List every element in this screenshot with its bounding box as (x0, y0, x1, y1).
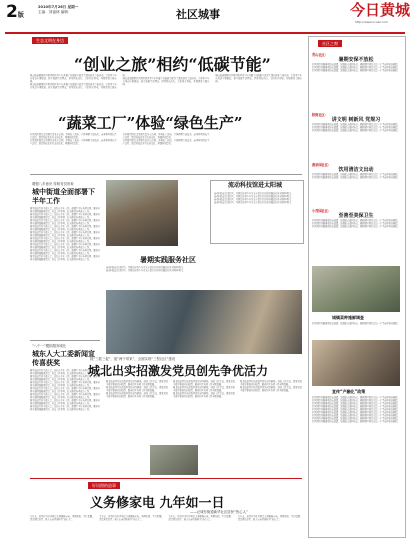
bottom-rule (30, 478, 302, 479)
sidebar-item-4 (312, 208, 400, 253)
summer-practice-caption: 暑期实践服务社区 (140, 255, 196, 264)
science-museum-photo (106, 290, 302, 354)
sidebar-item-title: 讲文明 树新风 党规习 (331, 117, 381, 123)
bottom-story-kicker: ——记城东街道新华社区居民“热心人” (190, 510, 248, 514)
science-museum-headline: 流动科技馆进太阳城 (228, 182, 283, 189)
bottom-story-body: 九年来，他坚持为社区居民义务维修家电，风雨无阻，不计报酬，深受居民好评，被大家亲切地称为“热心人”。 九年来，他坚持为社区居民义务维修家电，风雨无阻，不计报酬，深受居民好评，被大家亲切地称为“热心人”。 九年来，他坚持为社区居民义务维修家电，风雨无阻，不计报酬，深受居民好评，被大家亲切地称为“热心人”。 九年来，他坚持为社区居民义务维修家电，风雨无阻，不计报酬，深受居民好评，被大家亲切地称为“热心人”。 (30, 515, 302, 521)
left-story1-headline: 城中街道全面部署下半年工作 (32, 187, 95, 205)
sidebar-item-community: 小茂园社区： (312, 209, 332, 213)
sidebar-photo-1-body: 社区组织开展暑期治安巡逻，加强重点部位防范，确保辖区居民度过一个平安祥和的暑假。 (312, 322, 400, 325)
section-title: 社区城事 (176, 8, 220, 21)
header-rule (5, 32, 405, 34)
science-museum-body: 流动科技馆走进社区，为居民和青少年带来丰富多彩的科普展品和互动体验项目。 流动科技馆走进社区，为居民和青少年带来丰富多彩的科普展品和互动体验项目。 流动科技馆走进社区，为居民和青少年带来丰富多彩的科普展品和互动体验项目。 流动科技馆走进社区，为居民和青少年带来丰富多彩的科普展品和互动体验项目。 (214, 192, 293, 204)
left-story1-body: 城中街道召开干部大会，总结上半年工作，部署下半年各项任务，要求全体干部增强服务意识，转变工作作风，扎实推进各项重点工作。 城中街道召开干部大会，总结上半年工作，部署下半年各项任务，要求全体干部增强服务意识，转变工作作风，扎实推进各项重点工作。 城中街道召开干部大会，总结上半年工作，部署下半年各项任务，要求全体干部增强服务意识，转变工作作风，扎实推进各项重点工作。 城中街道召开干部大会，总结上半年工作，部署下半年各项任务，要求全体干部增强服务意识，转变工作作风，扎实推进各项重点工作。 城中街道召开干部大会，总结上半年工作，部署下半年各项任务，要求全体干部增强服务意识，转变工作作风，扎实推进各项重点工作。 城中街道召开干部大会，总结上半年工作，部署下半年各项任务，要求全体干部增强服务意识，转变工作作风，扎实推进各项重点工作。 城中街道召开干部大会，总结上半年工作，部署下半年各项任务，要求全体干部增强服务意识，转变工作作风，扎实推进各项重点工作。 城中街道召开干部大会，总结上半年工作，部署下半年各项任务，要求全体干部增强服务意识，转变工作作风，扎实推进各项重点工作。 城中街道召开干部大会，总结上半年工作，部署下半年各项任务，要求全体干部增强服务意识，转变工作作风，扎实推进各项重点工作。 (30, 207, 100, 261)
sidebar-header: 社区之窗 (318, 40, 342, 47)
sidebar-item-body: 社区组织开展暑期治安巡逻，加强重点部位防范，确保辖区居民度过一个平安祥和的暑假。 社区组织开展暑期治安巡逻，加强重点部位防范，确保辖区居民度过一个平安祥和的暑假。 (312, 173, 400, 179)
sidebar-item-body: 社区组织开展暑期治安巡逻，加强重点部位防范，确保辖区居民度过一个平安祥和的暑假。 社区组织开展暑期治安巡逻，加强重点部位防范，确保辖区居民度过一个平安祥和的暑假。 社区组织开展暑期治安巡逻，加强重点部位防范，确保辖区居民度过一个平安祥和的暑假。 (312, 63, 400, 72)
left-divider (30, 340, 100, 341)
sidebar-item-body: 社区组织开展暑期治安巡逻，加强重点部位防范，确保辖区居民度过一个平安祥和的暑假。 社区组织开展暑期治安巡逻，加强重点部位防范，确保辖区居民度过一个平安祥和的暑假。 社区组织开展暑期治安巡逻，加强重点部位防范，确保辖区居民度过一个平安祥和的暑假。 (312, 123, 400, 132)
sidebar-item-community: 燕亲园社区： (312, 163, 332, 167)
newspaper-logo: 今日黄城 (350, 1, 410, 19)
summer-practice-photo (106, 180, 178, 246)
top-section-divider (30, 174, 302, 175)
center-story-kicker: 抓“三抓三促”，促“两个带来”，全面实现“三型社区”建设 (90, 357, 176, 361)
top-story-body: 城南街道健康社区组织辖区青少年开展了以低碳节能为主题的创业之旅活动，引导青少年从身边小事做起，树立低碳生活理念，倡导绿色出行，节约用水用电，共同建设美丽家园。 城南街道健康社区组织辖区青少年开展了以低碳节能为主题的创业之旅活动，引导青少年从身边小事做起，树立低碳生活理念，倡导绿色出行，节约用水用电，共同建设美丽家园。 城南街道健康社区组织辖区青少年开展了以低碳节能为主题的创业之旅活动，引导青少年从身边小事做起，树立低碳生活理念，倡导绿色出行，节约用水用电，共同建设美丽家园。 城南街道健康社区组织辖区青少年开展了以低碳节能为主题的创业之旅活动，引导青少年从身边小事做起，树立低碳生活理念，倡导绿色出行，节约用水用电，共同建设美丽家园。 (30, 74, 302, 89)
center-photo-small (150, 445, 198, 475)
bottom-story-headline: 义务修家电 九年如一日 (90, 496, 225, 511)
top-story-tag: 生态文明在身边 (32, 37, 68, 44)
sidebar-item-title: 暑期安保不放松 (338, 57, 374, 63)
second-story-headline: “蔬菜工厂”体验“绿色生产” (58, 114, 243, 132)
sidebar-item-2 (312, 112, 400, 157)
second-story-body: 社区组织居民走进现代农业示范园，参观无土栽培、立体种植等新技术，亲身体验绿色生产过程，感受科技农业带来的变化，增强环保意识。 社区组织居民走进现代农业示范园，参观无土栽培、立体种植等新技术，亲身体验绿色生产过程，感受科技农业带来的变化，增强环保意识。 社区组织居民走进现代农业示范园，参观无土栽培、立体种植等新技术，亲身体验绿色生产过程，感受科技农业带来的变化，增强环保意识。 社区组织居民走进现代农业示范园，参观无土栽培、立体种植等新技术，亲身体验绿色生产过程，感受科技农业带来的变化，增强环保意识。 (30, 133, 210, 145)
left-story2-body: 城中街道召开干部大会，总结上半年工作，部署下半年各项任务，要求全体干部增强服务意识，转变工作作风，扎实推进各项重点工作。 城中街道召开干部大会，总结上半年工作，部署下半年各项任务，要求全体干部增强服务意识，转变工作作风，扎实推进各项重点工作。 城中街道召开干部大会，总结上半年工作，部署下半年各项任务，要求全体干部增强服务意识，转变工作作风，扎实推进各项重点工作。 城中街道召开干部大会，总结上半年工作，部署下半年各项任务，要求全体干部增强服务意识，转变工作作风，扎实推进各项重点工作。 城中街道召开干部大会，总结上半年工作，部署下半年各项任务，要求全体干部增强服务意识，转变工作作风，扎实推进各项重点工作。 城中街道召开干部大会，总结上半年工作，部署下半年各项任务，要求全体干部增强服务意识，转变工作作风，扎实推进各项重点工作。 城中街道召开干部大会，总结上半年工作，部署下半年各项任务，要求全体干部增强服务意识，转变工作作风，扎实推进各项重点工作。 (30, 369, 100, 411)
center-story-headline: 城北出实招激发党员创先争优活力 (88, 364, 269, 378)
left-story2-headline: 城东人大工委新闻宣传喜获奖 (32, 349, 95, 367)
center-story-body: 城北街道坚持以创先争优活动为载体，创新工作方法，激发党员干部干事创业的热情，推动社区各项工作全面发展。 城北街道坚持以创先争优活动为载体，创新工作方法，激发党员干部干事创业的热情，推动社区各项工作全面发展。 城北街道坚持以创先争优活动为载体，创新工作方法，激发党员干部干事创业的热情，推动社区各项工作全面发展。 城北街道坚持以创先争优活动为载体，创新工作方法，激发党员干部干事创业的热情，推动社区各项工作全面发展。 城北街道坚持以创先争优活动为载体，创新工作方法，激发党员干部干事创业的热情，推动社区各项工作全面发展。 城北街道坚持以创先争优活动为载体，创新工作方法，激发党员干部干事创业的热情，推动社区各项工作全面发展。 城北街道坚持以创先争优活动为载体，创新工作方法，激发党员干部干事创业的热情，推动社区各项工作全面发展。 城北街道坚持以创先争优活动为载体，创新工作方法，激发党员干部干事创业的热情，推动社区各项工作全面发展。 (106, 380, 302, 398)
sidebar-photo-1 (312, 266, 400, 312)
sidebar-item-1 (312, 52, 400, 97)
sidebar-item-community: 阳街社区： (312, 113, 328, 117)
page-number: 2版 (6, 2, 24, 22)
left-story1-kicker: 增强八乡意识 传树务员形象 (32, 182, 74, 186)
bottom-story-tag: 好讯照的造事 (88, 482, 120, 489)
sidebar-bottom-body: 社区组织开展暑期治安巡逻，加强重点部位防范，确保辖区居民度过一个平安祥和的暑假。 社区组织开展暑期治安巡逻，加强重点部位防范，确保辖区居民度过一个平安祥和的暑假。 社区组织开展暑期治安巡逻，加强重点部位防范，确保辖区居民度过一个平安祥和的暑假。 社区组织开展暑期治安巡逻，加强重点部位防范，确保辖区居民度过一个平安祥和的暑假。 社区组织开展暑期治安巡逻，加强重点部位防范，确保辖区居民度过一个平安祥和的暑假。 社区组织开展暑期治安巡逻，加强重点部位防范，确保辖区居民度过一个平安祥和的暑假。 社区组织开展暑期治安巡逻，加强重点部位防范，确保辖区居民度过一个平安祥和的暑假。 社区组织开展暑期治安巡逻，加强重点部位防范，确保辖区居民度过一个平安祥和的暑假。 社区组织开展暑期治安巡逻，加强重点部位防范，确保辖区居民度过一个平安祥和的暑假。 (312, 396, 400, 423)
sidebar-photo-2 (312, 340, 400, 386)
issue-info: 2010年7月26日 星期一 主编：刘福林 编辑： (38, 5, 79, 14)
left-story2-kicker: “八个一”模拟服务城北 (32, 344, 67, 348)
newspaper-url: http://www.ncnet.com (355, 20, 389, 24)
sidebar-item-title: 至善至美保卫生 (338, 213, 374, 219)
sidebar-item-3 (312, 162, 400, 203)
sidebar-item-community: 青山社区： (312, 53, 328, 57)
sidebar-photo-2-caption: 宣传“产融化”政策 (332, 389, 366, 394)
sidebar-item-body: 社区组织开展暑期治安巡逻，加强重点部位防范，确保辖区居民度过一个平安祥和的暑假。 社区组织开展暑期治安巡逻，加强重点部位防范，确保辖区居民度过一个平安祥和的暑假。 社区组织开展暑期治安巡逻，加强重点部位防范，确保辖区居民度过一个平安祥和的暑假。 (312, 219, 400, 228)
top-story-headline: “创业之旅”相约“低碳节能” (74, 55, 271, 74)
sidebar-photo-1-caption: 城镇菜种施鲜调查 (332, 315, 364, 320)
sidebar-item-title: 饮用清洁文出动 (338, 167, 374, 173)
summer-practice-body: 流动科技馆走进社区，为居民和青少年带来丰富多彩的科普展品和互动体验项目。 流动科技馆走进社区，为居民和青少年带来丰富多彩的科普展品和互动体验项目。 (106, 266, 185, 272)
